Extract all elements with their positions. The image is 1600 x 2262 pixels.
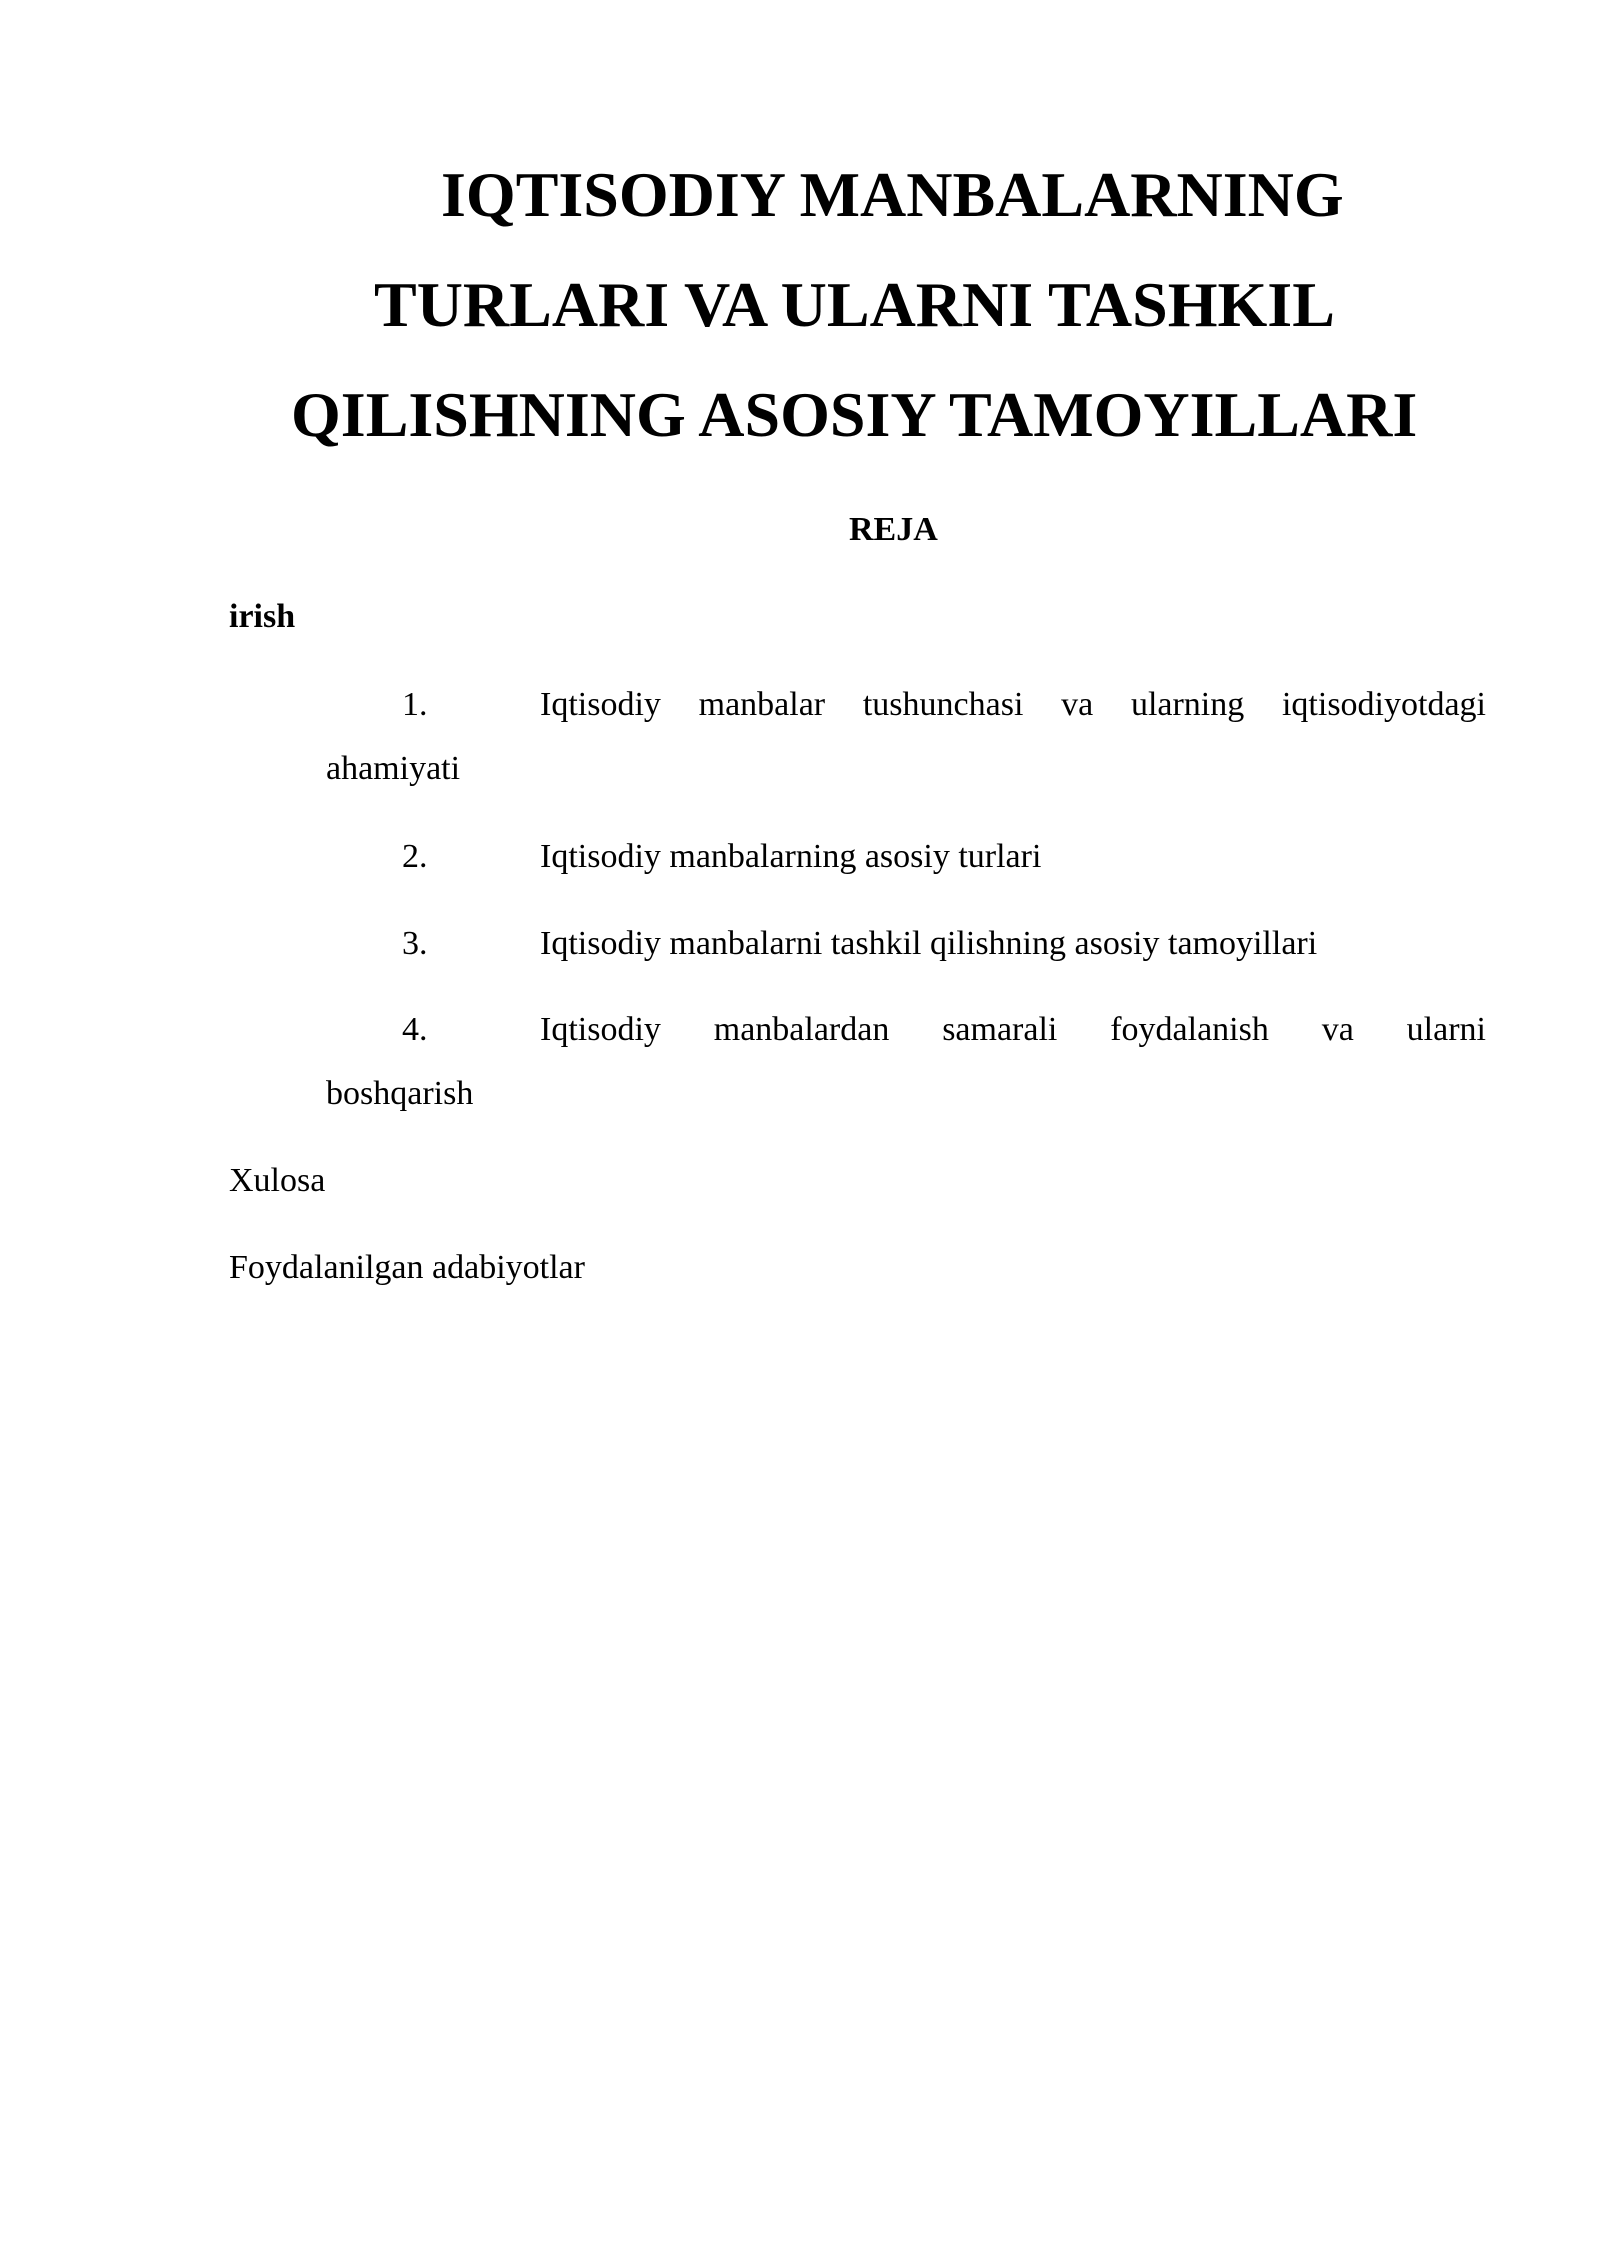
plan-item-number: 2. [402, 838, 428, 875]
title-line-2: TURLARI VA ULARNI TASHKIL [374, 269, 1335, 340]
plan-item-text: Iqtisodiy manbalarning asosiy turlari [540, 838, 1042, 875]
plan-item-2 [326, 825, 1486, 889]
plan-item-text: Iqtisodiy manbalar tushunchasi va ularning iqtisodiyotdagi [540, 686, 1486, 723]
plan-item-continuation: boshqarish [326, 1075, 474, 1112]
conclusion-label: Xulosa [229, 1162, 326, 1199]
title-line-1: IQTISODIY MANBALARNING [441, 159, 1344, 230]
references-label: Foydalanilgan adabiyotlar [229, 1249, 585, 1286]
intro-label: irish [229, 598, 296, 635]
plan-item-3 [326, 912, 1486, 976]
plan-item-4 [326, 998, 1486, 1126]
plan-item-text: Iqtisodiy manbalardan samarali foydalanish va ularni [540, 1011, 1486, 1048]
plan-item-number: 3. [402, 925, 428, 962]
title-line-3: QILISHNING ASOSIY TAMOYILLARI [291, 379, 1418, 450]
plan-item-text: Iqtisodiy manbalarni tashkil qilishning asosiy tamoyillari [540, 925, 1318, 962]
plan-item-1 [326, 673, 1486, 801]
plan-item-number: 1. [402, 686, 428, 723]
plan-heading: REJA [849, 511, 938, 548]
plan-item-number: 4. [402, 1011, 428, 1048]
plan-item-continuation: ahamiyati [326, 750, 461, 787]
